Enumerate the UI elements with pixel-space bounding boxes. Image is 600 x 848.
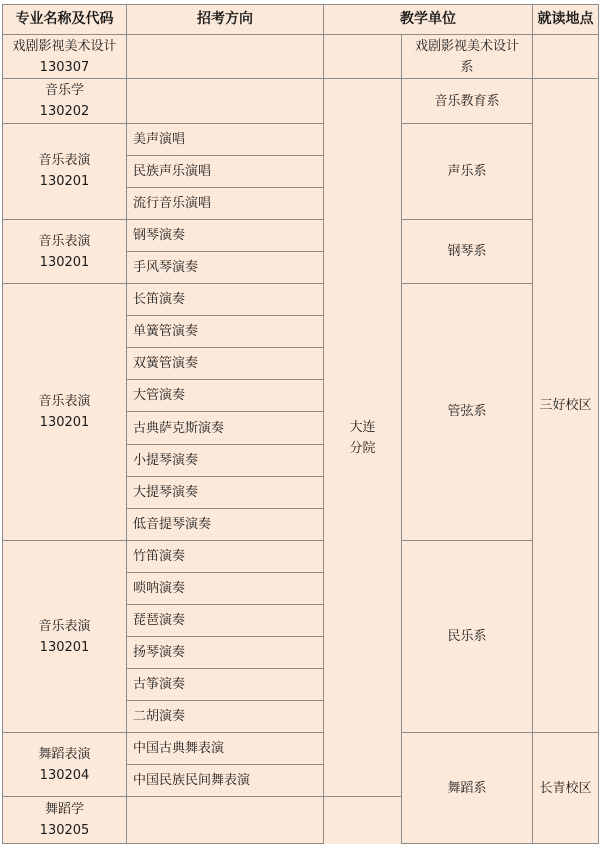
major-code: 130204 [39, 767, 90, 783]
table-row [3, 733, 599, 765]
branch-cell-empty [324, 35, 402, 79]
direction-cell-empty [127, 35, 324, 79]
major-code: 130201 [39, 254, 90, 270]
major-cell [3, 35, 127, 79]
header-location: 就读地点 [533, 5, 599, 35]
major-code: 130201 [39, 639, 90, 655]
major-code: 130201 [39, 174, 90, 190]
direction-cell: 大管演奏 [127, 380, 324, 412]
direction-cell: 古典萨克斯演奏 [127, 412, 324, 444]
branch-cell [324, 79, 402, 797]
direction-cell: 中国古典舞表演 [127, 733, 324, 765]
location-cell: 三好校区 [533, 79, 599, 733]
direction-cell: 钢琴演奏 [127, 220, 324, 252]
direction-cell: 唢呐演奏 [127, 572, 324, 604]
header-unit: 教学单位 [324, 5, 533, 35]
major-name: 音乐学 [44, 83, 84, 99]
table-row [3, 540, 599, 572]
direction-cell: 古筝演奏 [127, 669, 324, 701]
location-cell: 长青校区 [533, 733, 599, 844]
direction-cell: 琵琶演奏 [127, 604, 324, 636]
direction-cell: 大提琴演奏 [127, 476, 324, 508]
direction-cell: 小提琴演奏 [127, 444, 324, 476]
direction-cell: 二胡演奏 [127, 701, 324, 733]
unit-cell: 舞蹈系 [402, 733, 533, 844]
major-name: 舞蹈表演 [38, 746, 91, 762]
unit-name-cont: 系 [460, 59, 474, 75]
table-row [3, 123, 599, 155]
direction-cell: 单簧管演奏 [127, 316, 324, 348]
direction-cell: 扬琴演奏 [127, 637, 324, 669]
major-cell [3, 79, 127, 123]
major-cell [3, 797, 127, 844]
header-major: 专业名称及代码 [3, 5, 127, 35]
major-code: 130307 [39, 59, 90, 75]
table-row [3, 79, 599, 123]
major-code: 130205 [39, 823, 90, 839]
unit-cell: 声乐系 [402, 123, 533, 219]
direction-cell: 竹笛演奏 [127, 540, 324, 572]
unit-cell [402, 35, 533, 79]
major-cell [3, 220, 127, 284]
direction-cell: 美声演唱 [127, 123, 324, 155]
major-name: 音乐表演 [38, 153, 91, 169]
table-row [3, 220, 599, 252]
admissions-table [2, 4, 599, 844]
direction-cell: 低音提琴演奏 [127, 508, 324, 540]
header-direction: 招考方向 [127, 5, 324, 35]
major-code: 130202 [39, 104, 90, 120]
major-name: 音乐表演 [38, 618, 91, 634]
table-row [3, 284, 599, 316]
major-cell [3, 284, 127, 541]
direction-cell: 双簧管演奏 [127, 348, 324, 380]
direction-cell-empty [127, 797, 324, 844]
direction-cell: 流行音乐演唱 [127, 187, 324, 219]
direction-cell: 手风琴演奏 [127, 252, 324, 284]
major-cell [3, 540, 127, 732]
direction-cell: 中国民族民间舞表演 [127, 765, 324, 797]
header-row [3, 5, 599, 35]
direction-cell: 长笛演奏 [127, 284, 324, 316]
unit-name: 戏剧影视美术设计 [414, 38, 519, 54]
branch-name: 大连 [349, 419, 376, 435]
major-code: 130201 [39, 414, 90, 430]
major-name: 舞蹈学 [44, 802, 84, 818]
table-row [3, 35, 599, 79]
branch-name-cont: 分院 [349, 440, 376, 456]
direction-cell-empty [127, 79, 324, 123]
unit-cell: 管弦系 [402, 284, 533, 541]
major-name: 音乐表演 [38, 393, 91, 409]
direction-cell: 民族声乐演唱 [127, 155, 324, 187]
unit-cell: 音乐教育系 [402, 79, 533, 123]
unit-cell: 民乐系 [402, 540, 533, 732]
major-cell [3, 733, 127, 797]
major-cell [3, 123, 127, 219]
major-name: 音乐表演 [38, 233, 91, 249]
unit-cell: 钢琴系 [402, 220, 533, 284]
location-cell-empty [533, 35, 599, 79]
major-name: 戏剧影视美术设计 [12, 38, 117, 54]
